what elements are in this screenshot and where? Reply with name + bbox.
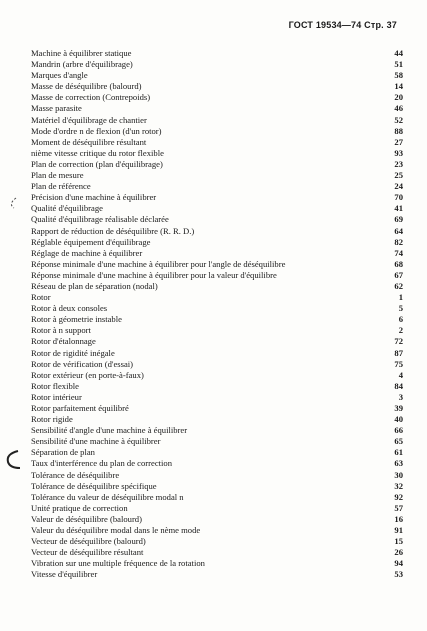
index-term: Réglage de machine à équilibrer <box>31 247 143 258</box>
index-row <box>31 137 403 148</box>
index-page-number: 63 <box>394 458 403 469</box>
index-row <box>31 181 403 192</box>
index-row <box>31 92 403 103</box>
index-row <box>31 103 403 114</box>
index-term: Rotor de rigidité inégale <box>31 347 115 358</box>
index-term: Masse parasite <box>31 103 82 114</box>
index-page-number: 32 <box>394 480 403 491</box>
index-page-number: 70 <box>394 192 403 203</box>
index-row <box>31 569 403 580</box>
index-term: nième vitesse critique du rotor flexible <box>31 147 164 158</box>
index-row <box>31 481 403 492</box>
index-page-number: 52 <box>394 114 403 125</box>
index-page-number: 30 <box>394 469 403 480</box>
index-term: Vecteur de déséquilibre (balourd) <box>31 536 146 547</box>
index-row <box>31 403 403 414</box>
index-row <box>31 425 403 436</box>
index-page-number: 65 <box>394 436 403 447</box>
index-row <box>31 392 403 403</box>
index-page-number: 14 <box>394 81 403 92</box>
index-row <box>31 214 403 225</box>
index-row <box>31 270 403 281</box>
index-page-number: 69 <box>394 214 403 225</box>
index-row <box>31 48 403 59</box>
index-page-number: 66 <box>394 425 403 436</box>
index-term: Taux d'interférence du plan de correction <box>31 458 173 469</box>
index-row <box>31 59 403 70</box>
index-page-number: 72 <box>394 336 403 347</box>
index-page-number: 91 <box>394 525 403 536</box>
index-page-number: 39 <box>394 403 403 413</box>
index-term: Réponse minimale d'une machine à équilibrer pour l'angle de déséquilibre <box>31 258 286 269</box>
index-page-number: 2 <box>398 325 403 336</box>
index-term: Rotor flexible <box>31 380 79 391</box>
index-term: Moment de déséquilibre résultant <box>31 136 147 147</box>
index-term: Rotor à n support <box>31 325 91 336</box>
index-page-number: 3 <box>398 391 403 402</box>
index-row <box>31 70 403 81</box>
index-page-number: 5 <box>398 303 403 314</box>
index-page-number: 41 <box>394 203 403 214</box>
index-row <box>31 192 403 203</box>
index-page-number: 82 <box>394 236 403 247</box>
index-term: Vitesse d'équilibrer <box>31 569 98 580</box>
index-page-number: 51 <box>394 59 403 70</box>
index-term: Rotor de vérification (d'essai) <box>31 358 134 369</box>
index-row <box>31 281 403 292</box>
index-row <box>31 536 403 547</box>
index-row <box>31 248 403 259</box>
index-term: Unité pratique de correction <box>31 502 128 513</box>
index-term: Sensibilité d'angle d'une machine à équilibrer <box>31 425 188 436</box>
index-term: Séparation de plan <box>31 447 95 458</box>
index-term: Rotor parfaitement équilibré <box>31 403 129 413</box>
index-row <box>31 447 403 458</box>
index-page-number: 6 <box>398 314 403 325</box>
index-page-number: 62 <box>394 280 403 291</box>
index-page-number: 40 <box>394 414 403 425</box>
index-row <box>31 458 403 469</box>
index-page-number: 23 <box>394 158 403 169</box>
index-term: Qualité d'équilibrage réalisable déclarée <box>31 214 169 225</box>
index-page-number: 1 <box>398 292 403 303</box>
index-page-number: 88 <box>394 125 403 136</box>
index-page-number: 24 <box>394 181 403 192</box>
index-page-number: 94 <box>394 558 403 569</box>
index-row <box>31 314 403 325</box>
term-index-list <box>31 48 403 581</box>
index-row <box>31 259 403 270</box>
index-term: Rotor d'étalonnage <box>31 336 96 347</box>
index-term: Rotor à géometrie instable <box>31 314 122 325</box>
index-page-number: 44 <box>394 48 403 58</box>
index-row <box>31 359 403 370</box>
index-row <box>31 292 403 303</box>
index-term: Mandrin (arbre d'équilibrage) <box>31 59 133 70</box>
index-page-number: 84 <box>394 380 403 391</box>
index-term: Vecteur de déséquilibre résultant <box>31 547 144 558</box>
index-term: Valeur du déséquilibre modal dans le nème mode <box>31 525 201 536</box>
index-page-number: 68 <box>394 258 403 269</box>
index-row <box>31 547 403 558</box>
index-term: Tolérance de déséquilibre spécifique <box>31 480 157 491</box>
index-page-number: 57 <box>394 502 403 513</box>
index-row <box>31 558 403 569</box>
index-page-number: 16 <box>394 513 403 524</box>
index-row <box>31 226 403 237</box>
index-page-number: 67 <box>394 269 403 280</box>
index-page-number: 93 <box>394 147 403 158</box>
index-term: Réseau de plan de séparation (nodal) <box>31 280 158 291</box>
index-term: Rotor à deux consoles <box>31 303 108 314</box>
index-term: Plan de référence <box>31 181 91 192</box>
index-page-number: 53 <box>394 569 403 580</box>
index-page-number: 75 <box>394 358 403 369</box>
index-page-number: 26 <box>394 547 403 558</box>
index-term: Rotor intérieur <box>31 391 82 402</box>
index-term: Masse de déséquilibre (balourd) <box>31 81 142 92</box>
index-term: Rapport de réduction de déséquilibre (R. R. D.) <box>31 225 195 236</box>
index-row <box>31 303 403 314</box>
index-page-number: 20 <box>394 92 403 103</box>
index-row <box>31 348 403 359</box>
index-term: Rotor extérieur (en porte-à-faux) <box>31 369 144 380</box>
index-row <box>31 503 403 514</box>
index-row <box>31 159 403 170</box>
index-row <box>31 170 403 181</box>
index-term: Tolérance de déséquilibre <box>31 469 120 480</box>
index-row <box>31 414 403 425</box>
index-page-number: 4 <box>398 369 403 380</box>
index-page-number: 25 <box>394 170 403 181</box>
index-row <box>31 237 403 248</box>
index-term: Sensibilité d'une machine à équilibrer <box>31 436 161 447</box>
margin-bracket-mark <box>4 196 20 220</box>
index-term: Masse de correction (Contrepoids) <box>31 92 151 103</box>
index-page-number: 64 <box>394 225 403 236</box>
index-page-number: 74 <box>394 247 403 258</box>
index-term: Rotor rigide <box>31 414 73 425</box>
index-row <box>31 81 403 92</box>
index-page-number: 58 <box>394 70 403 81</box>
index-term: Réponse minimale d'une machine à équilibrer pour la valeur d'équilibre <box>31 269 277 280</box>
index-term: Mode d'ordre n de flexion (d'un rotor) <box>31 125 162 136</box>
index-term: Réglable équipement d'équilibrage <box>31 236 151 247</box>
index-term: Vibration sur une multiple fréquence de la rotation <box>31 558 205 569</box>
index-term: Précision d'une machine à équilibrer <box>31 192 157 203</box>
index-page-number: 15 <box>394 536 403 547</box>
index-page-number: 92 <box>394 491 403 502</box>
index-page-number: 87 <box>394 347 403 358</box>
index-row <box>31 325 403 336</box>
index-term: Qualité d'équilibrage <box>31 203 103 214</box>
index-row <box>31 525 403 536</box>
index-term: Plan de correction (plan d'équilibrage) <box>31 158 163 169</box>
index-page-number: 61 <box>394 447 403 458</box>
index-term: Rotor <box>31 292 51 303</box>
index-term: Valeur de déséquilibre (balourd) <box>31 513 142 524</box>
index-row <box>31 436 403 447</box>
index-row <box>31 126 403 137</box>
index-term: Matériel d'équilibrage de chantier <box>31 114 147 125</box>
index-page-number: 46 <box>394 103 403 114</box>
index-row <box>31 470 403 481</box>
index-row <box>31 203 403 214</box>
index-row <box>31 514 403 525</box>
index-term: Marques d'angle <box>31 70 88 81</box>
index-term: Plan de mesure <box>31 170 84 181</box>
index-row <box>31 148 403 159</box>
index-row <box>31 492 403 503</box>
index-page-number: 27 <box>394 136 403 147</box>
index-term: Tolérance du valeur de déséquilibre modal n <box>31 491 184 502</box>
index-row <box>31 115 403 126</box>
page-header: ГОСТ 19534—74 Стр. 37 <box>288 20 397 30</box>
index-row <box>31 370 403 381</box>
index-row <box>31 336 403 347</box>
margin-bracket-mark <box>4 448 20 472</box>
index-row <box>31 381 403 392</box>
index-term: Machine à équilibrer statique <box>31 48 132 58</box>
